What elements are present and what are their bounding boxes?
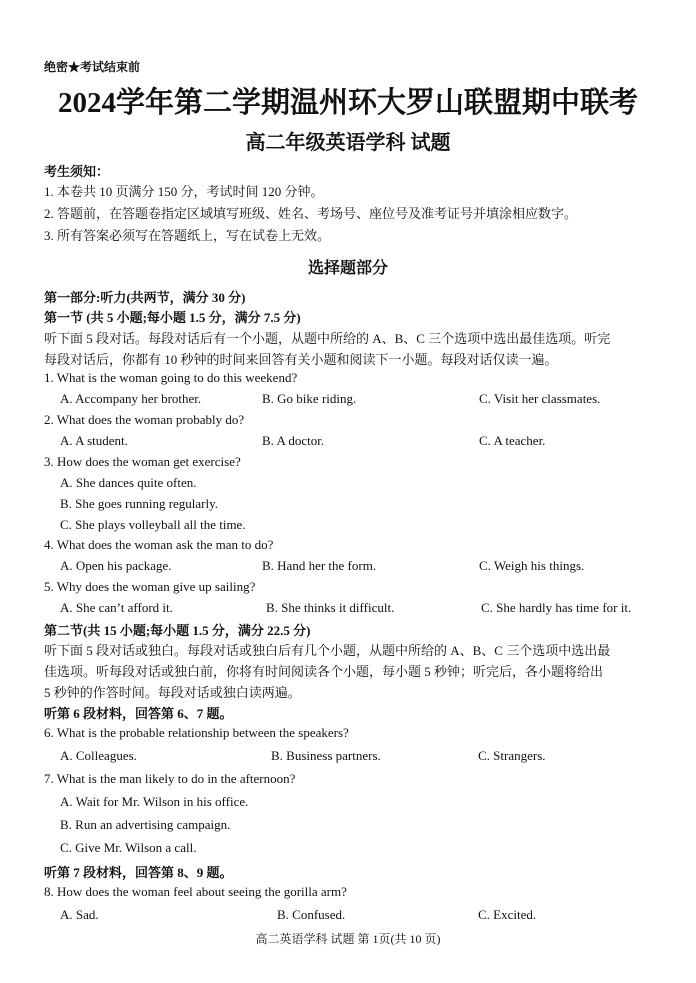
section2-instruction: 听下面 5 段对话或独白。每段对话或独白后有几个小题，从题中所给的 A、B、C 三个选项中选出最 — [44, 643, 611, 658]
option-c: C. Give Mr. Wilson a call. — [60, 840, 197, 855]
option-a: A. A student. — [60, 433, 128, 448]
section2-title: 第二节(共 15 小题;每小题 1.5 分，满分 22.5 分) — [44, 623, 311, 638]
question-8: 8. How does the woman feel about seeing the gorilla arm? — [44, 884, 347, 899]
option-c: C. She plays volleyball all the time. — [60, 517, 246, 532]
option-a: A. She dances quite often. — [60, 475, 197, 490]
option-c: C. Strangers. — [478, 748, 546, 763]
option-b: B. Run an advertising campaign. — [60, 817, 231, 832]
section1-instruction: 听下面 5 段对话。每段对话后有一个小题，从题中所给的 A、B、C 三个选项中选出最佳选项。听完 — [44, 331, 611, 346]
question-1: 1. What is the woman going to do this weekend? — [44, 370, 298, 385]
part1-title: 第一部分:听力(共两节，满分 30 分) — [44, 290, 246, 305]
option-b: B. A doctor. — [262, 433, 325, 448]
exam-subtitle: 高二年级英语学科 试题 — [245, 132, 451, 154]
question-2: 2. What does the woman probably do? — [44, 412, 245, 427]
section2-instruction: 佳选项。听每段对话或独白前，你将有时间阅读各个小题，每小题 5 秒钟；听完后，各小题将给出 — [44, 664, 604, 679]
listen-material-6: 听第 6 段材料，回答第 6、7 题。 — [44, 706, 233, 721]
notice-item: 2. 答题前，在答题卷指定区域填写班级、姓名、考场号、座位号及准考证号并填涂相应数字。 — [44, 206, 578, 221]
page-footer: 高二英语学科 试题 第 1页(共 10 页) — [255, 932, 441, 946]
option-a: A. Accompany her brother. — [60, 391, 202, 406]
question-4: 4. What does the woman ask the man to do? — [44, 537, 274, 552]
question-5: 5. Why does the woman give up sailing? — [44, 579, 256, 594]
option-c: C. A teacher. — [479, 433, 546, 448]
option-a: A. Open his package. — [60, 558, 172, 573]
question-3: 3. How does the woman get exercise? — [44, 454, 241, 469]
listen-material-7: 听第 7 段材料，回答第 8、9 题。 — [44, 865, 233, 880]
section1-title: 第一节 (共 5 小题;每小题 1.5 分，满分 7.5 分) — [44, 310, 301, 325]
exam-title: 2024学年第二学期温州环大罗山联盟期中联考 — [57, 87, 638, 119]
option-b: B. Hand her the form. — [262, 558, 377, 573]
section1-instruction: 每段对话后，你都有 10 秒钟的时间来回答有关小题和阅读下一小题。每段对话仅读一遍。 — [44, 352, 558, 367]
option-b: B. She goes running regularly. — [60, 496, 219, 511]
option-c: C. Excited. — [478, 907, 537, 922]
question-7: 7. What is the man likely to do in the afternoon? — [44, 771, 296, 786]
confidential-label: 绝密★考试结束前 — [44, 60, 141, 74]
option-b: B. Business partners. — [271, 748, 381, 763]
option-b: B. Confused. — [277, 907, 346, 922]
option-b: B. She thinks it difficult. — [266, 600, 395, 615]
option-c: C. She hardly has time for it. — [481, 600, 632, 615]
question-6: 6. What is the probable relationship between the speakers? — [44, 725, 349, 740]
section2-instruction: 5 秒钟的作答时间。每段对话或独白读两遍。 — [44, 685, 301, 700]
notice-item: 1. 本卷共 10 页满分 150 分，考试时间 120 分钟。 — [44, 184, 324, 199]
option-a: A. Colleagues. — [60, 748, 137, 763]
option-a: A. She can’t afford it. — [60, 600, 173, 615]
option-c: C. Weigh his things. — [479, 558, 585, 573]
option-c: C. Visit her classmates. — [479, 391, 601, 406]
section-title: 选择题部分 — [307, 260, 388, 277]
option-b: B. Go bike riding. — [262, 391, 357, 406]
option-a: A. Wait for Mr. Wilson in his office. — [60, 794, 249, 809]
option-a: A. Sad. — [60, 907, 99, 922]
notice-item: 3. 所有答案必须写在答题纸上，写在试卷上无效。 — [44, 228, 331, 243]
notice-heading: 考生须知： — [44, 164, 110, 179]
